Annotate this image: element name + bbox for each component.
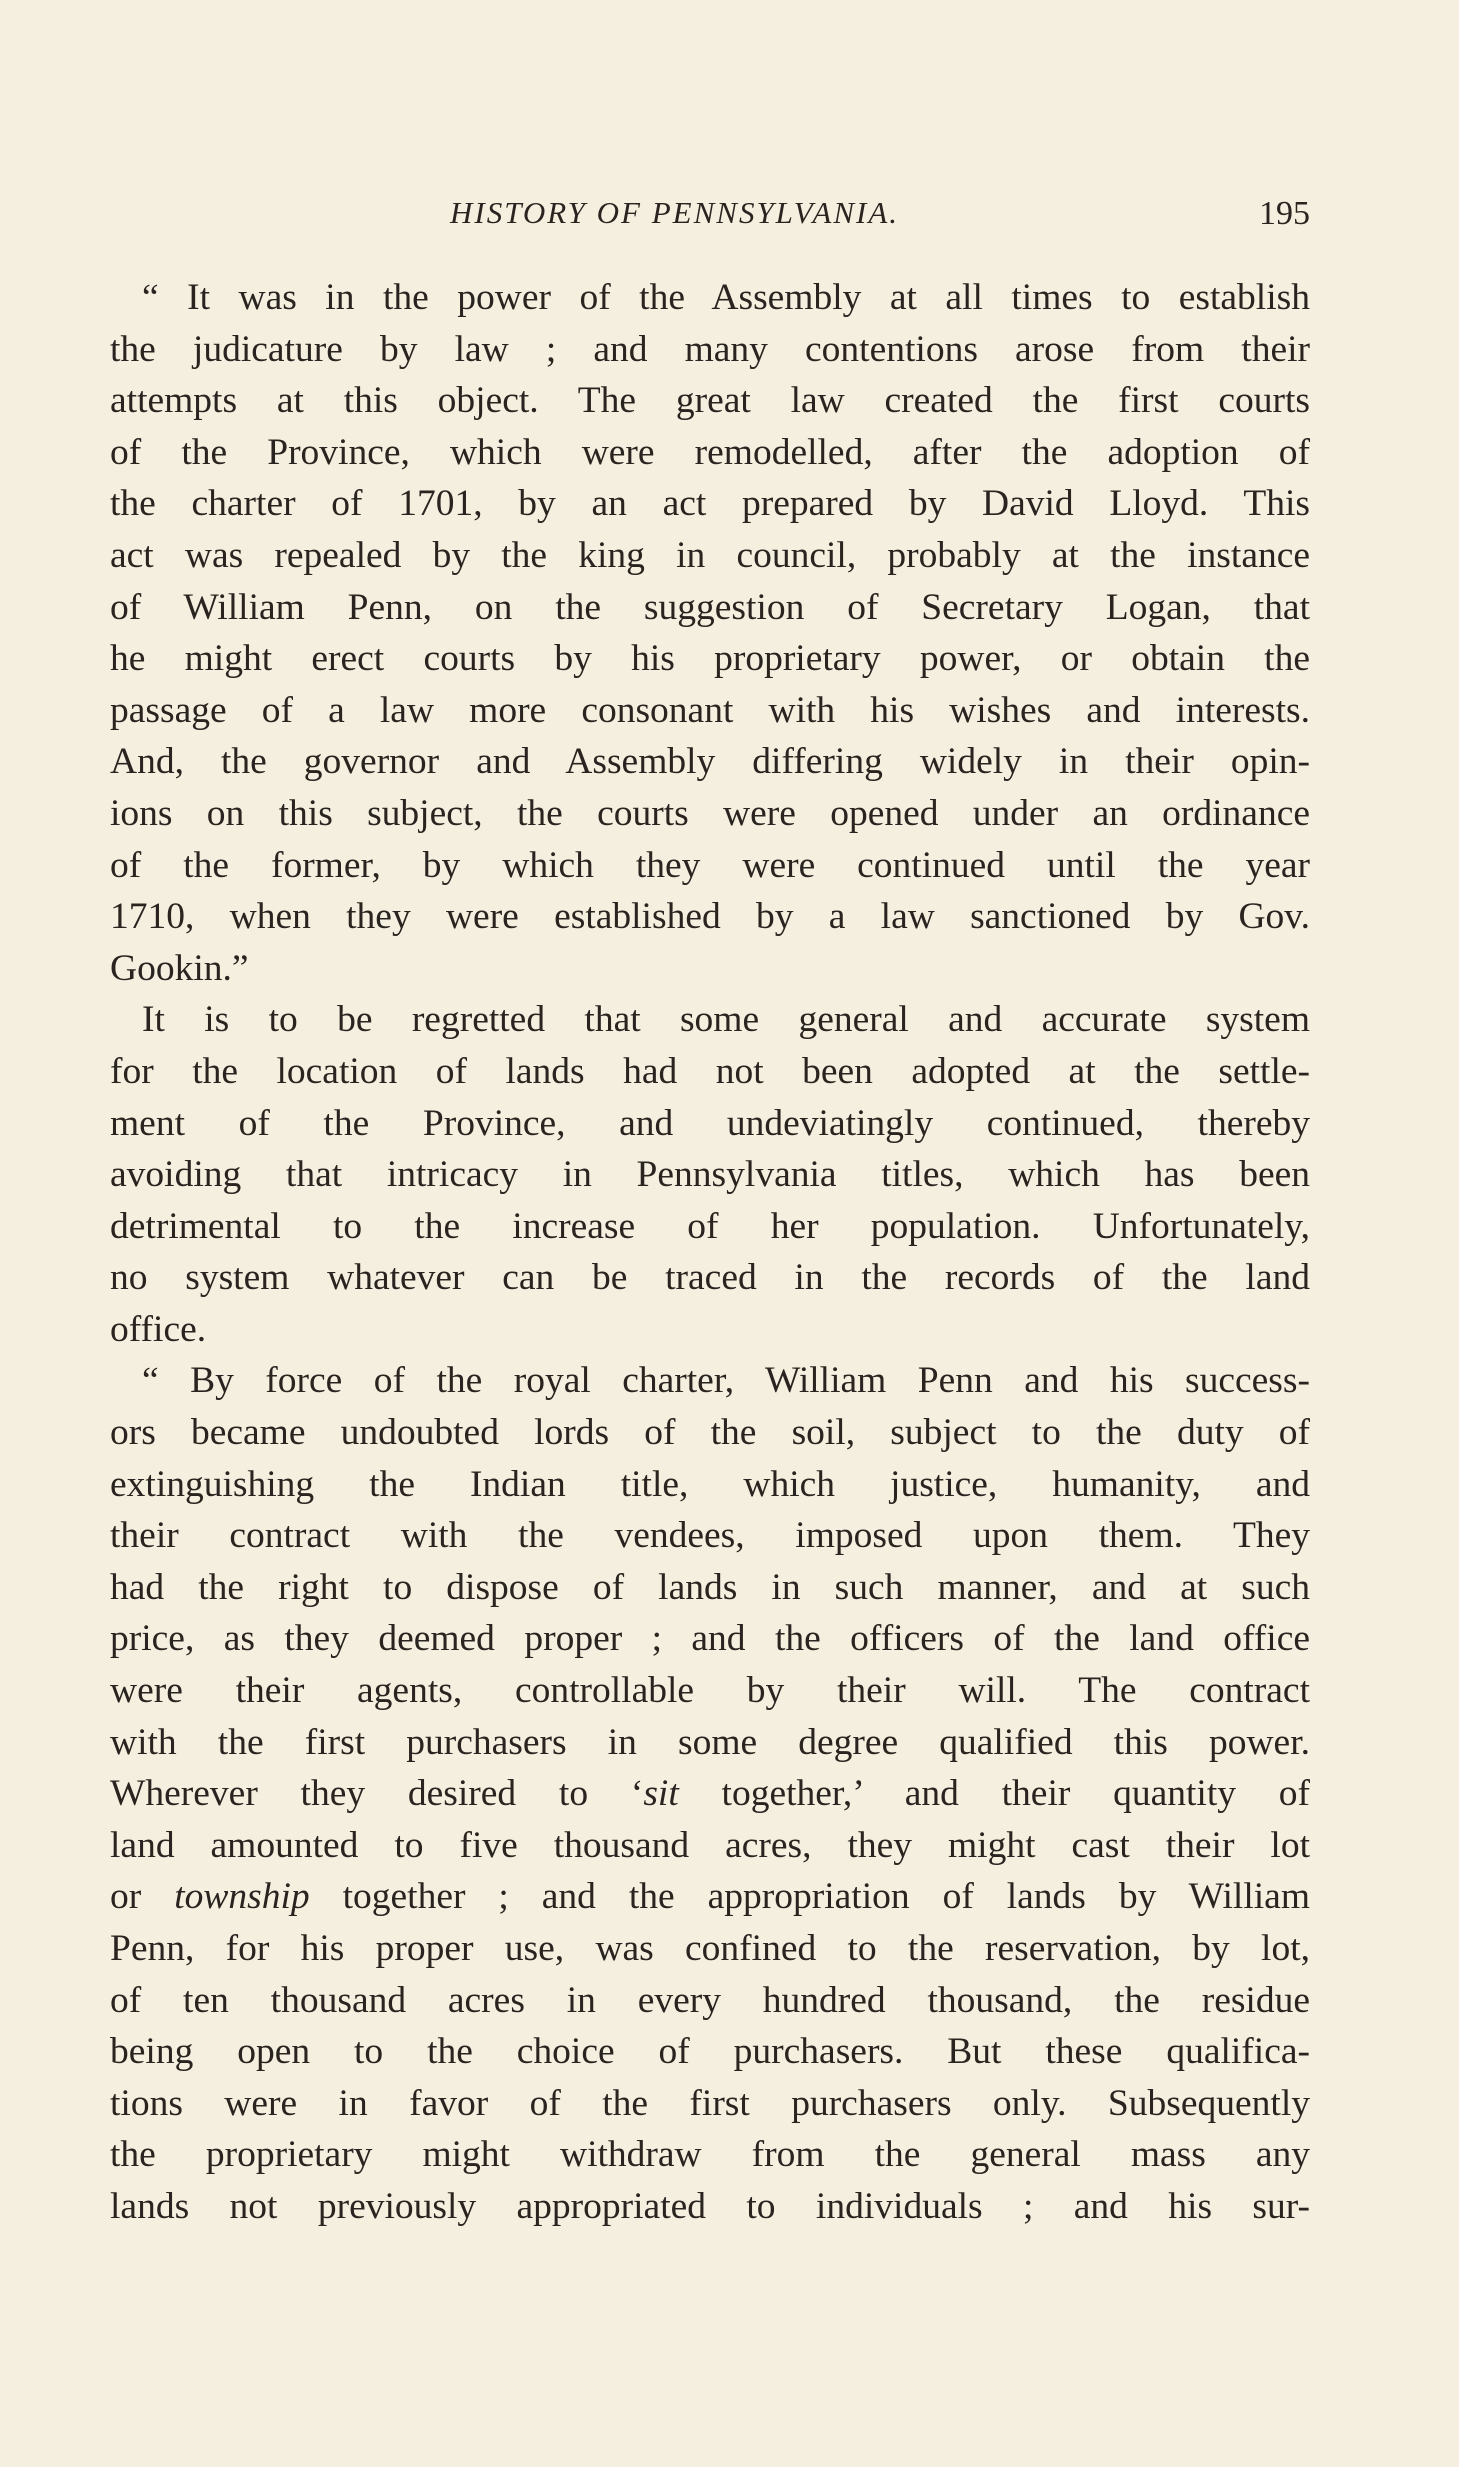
- text-line: had the right to dispose of lands in such manner, and at such: [110, 1566, 1310, 1608]
- text-line: being open to the choice of purchasers. But these qualifica-: [110, 2031, 1310, 2073]
- text-line: Gookin.”: [110, 947, 249, 989]
- text-line: of William Penn, on the suggestion of Secretary Logan, that: [110, 586, 1310, 628]
- text-line: the proprietary might withdraw from the general mass any: [110, 2134, 1310, 2176]
- text-line: avoiding that intricacy in Pennsylvania titles, which has been: [110, 1154, 1310, 1196]
- italic-word-sit: sit: [643, 1773, 679, 1815]
- text-line: passage of a law more consonant with his wishes and interests.: [110, 689, 1310, 731]
- text-line: the charter of 1701, by an act prepared by David Lloyd. This: [110, 483, 1310, 525]
- text-line: ions on this subject, the courts were opened under an ordinance: [110, 792, 1310, 834]
- text-line: tions were in favor of the first purchasers only. Subsequently: [110, 2082, 1310, 2124]
- italic-word-township: township: [174, 1876, 310, 1918]
- text-segment: Wherever they desired to ‘: [110, 1773, 644, 1815]
- page-number: 195: [1259, 195, 1310, 232]
- text-line: ors became undoubted lords of the soil, subject to the duty of: [110, 1412, 1310, 1454]
- running-title: HISTORY OF PENNSYLVANIA.: [450, 195, 900, 230]
- text-line: no system whatever can be traced in the records of the land: [110, 1257, 1310, 1299]
- text-line: “ By force of the royal charter, William Penn and his success-: [142, 1360, 1310, 1402]
- text-line: detrimental to the increase of her population. Unfortunately,: [110, 1205, 1310, 1247]
- text-line: 1710, when they were established by a law sanctioned by Gov.: [110, 896, 1310, 938]
- text-line: of the Province, which were remodelled, after the adoption of: [110, 431, 1310, 473]
- text-line: [110, 1871, 1310, 1923]
- text-line: their contract with the vendees, imposed upon them. They: [110, 1515, 1310, 1557]
- text-line: It is to be regretted that some general and accurate system: [142, 999, 1310, 1041]
- text-line: of the former, by which they were continued until the year: [110, 844, 1310, 886]
- text-line: office.: [110, 1308, 207, 1350]
- text-line: act was repealed by the king in council, probably at the instance: [110, 534, 1310, 576]
- text-line: were their agents, controllable by their will. The contract: [110, 1670, 1310, 1712]
- text-segment: or: [110, 1876, 175, 1918]
- text-line: attempts at this object. The great law created the first courts: [110, 380, 1310, 422]
- text-line: for the location of lands had not been adopted at the settle-: [110, 1050, 1310, 1092]
- text-segment: together ; and the appropriation of lands by William: [309, 1876, 1310, 1918]
- text-line: land amounted to five thousand acres, they might cast their lot: [110, 1824, 1310, 1866]
- text-line: Penn, for his proper use, was confined to the reservation, by lot,: [110, 1928, 1310, 1969]
- text-line: ment of the Province, and undeviatingly continued, thereby: [110, 1102, 1310, 1144]
- text-segment: together,’ and their quantity of: [678, 1773, 1311, 1815]
- text-line: And, the governor and Assembly differing widely in their opin-: [110, 741, 1310, 783]
- text-line: of ten thousand acres in every hundred thousand, the residue: [110, 1979, 1310, 2021]
- text-line: with the first purchasers in some degree qualified this power.: [110, 1721, 1310, 1763]
- running-head: [110, 195, 1310, 245]
- body-text: [110, 272, 1310, 2233]
- text-line: extinguishing the Indian title, which justice, humanity, and: [110, 1463, 1310, 1505]
- text-line: lands not previously appropriated to individuals ; and his sur-: [110, 2185, 1310, 2227]
- text-line: “ It was in the power of the Assembly at all times to establish: [142, 277, 1310, 318]
- text-line: [110, 1768, 1310, 1820]
- text-line: he might erect courts by his proprietary power, or obtain the: [110, 638, 1310, 680]
- text-line: price, as they deemed proper ; and the officers of the land office: [110, 1618, 1310, 1660]
- text-line: the judicature by law ; and many contentions arose from their: [110, 328, 1310, 370]
